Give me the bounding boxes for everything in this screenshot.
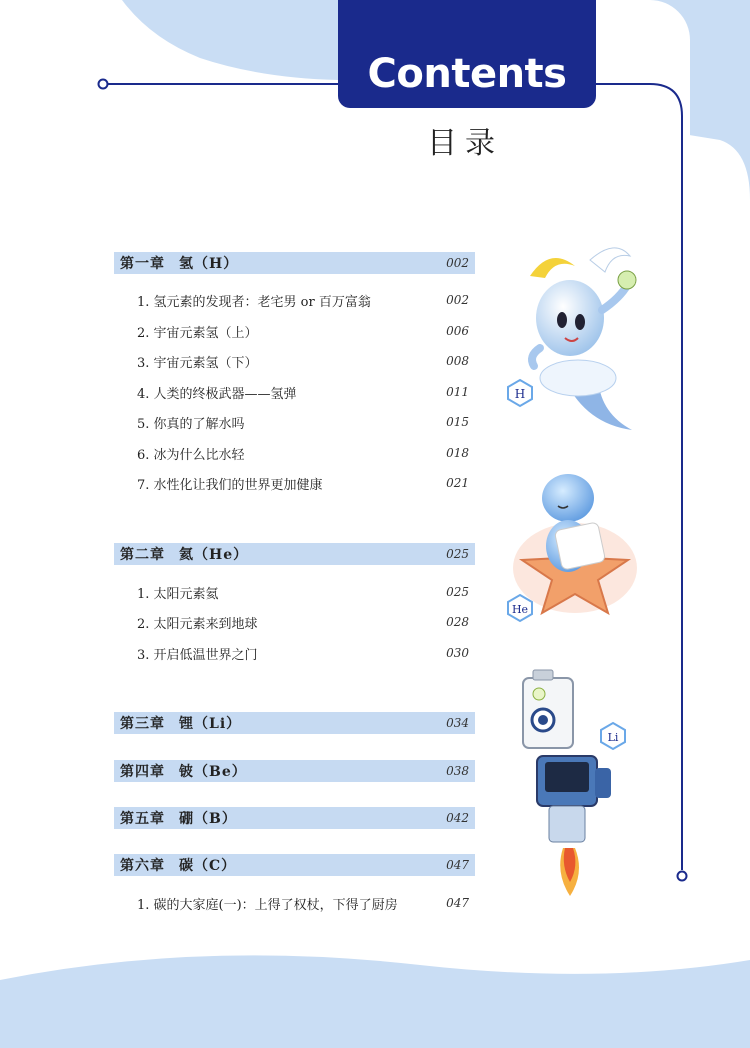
chapter-title	[120, 808, 237, 828]
toc-item-label: 5. 你真的了解水吗	[137, 416, 245, 432]
chapter-element: 氦（He）	[179, 547, 249, 563]
chapter-4-heading[interactable]	[114, 760, 475, 782]
toc-item-page: 030	[446, 646, 469, 660]
chapter-number: 第一章	[120, 256, 165, 272]
chapter-number: 第二章	[120, 547, 165, 563]
toc-item-label: 1. 氢元素的发现者：老宅男 or 百万富翁	[137, 294, 371, 310]
helium-badge-label: He	[511, 603, 529, 616]
chapter-page: 002	[446, 256, 469, 270]
toc-item[interactable]	[137, 474, 469, 492]
chapter-title	[120, 253, 238, 273]
chapter-page: 025	[446, 547, 469, 561]
lithium-badge-label: Li	[607, 731, 619, 744]
chapter-2-heading[interactable]	[114, 543, 475, 565]
toc-item[interactable]	[137, 413, 469, 431]
toc-item-page: 002	[446, 293, 469, 307]
chapter-number: 第五章	[120, 811, 165, 827]
hydrogen-badge-label: H	[514, 387, 526, 401]
toc-item-label: 3. 开启低温世界之门	[137, 647, 258, 663]
lithium-robot-illustration	[515, 668, 625, 898]
helium-badge-icon	[505, 593, 535, 623]
toc-item[interactable]	[137, 291, 469, 309]
chapter-element: 硼（B）	[179, 811, 237, 827]
toc-item-label: 7. 水性化让我们的世界更加健康	[137, 477, 323, 493]
toc-item[interactable]	[137, 613, 469, 631]
chapter-number: 第六章	[120, 858, 165, 874]
toc-item[interactable]	[137, 583, 469, 601]
chapter-element: 铍（Be）	[179, 764, 247, 780]
frame-dot-top	[99, 80, 108, 89]
toc-item-page: 011	[446, 385, 469, 399]
chapter-page: 038	[446, 764, 469, 778]
chapter-title	[120, 855, 236, 875]
chapter-title	[120, 544, 248, 564]
toc-item-label: 3. 宇宙元素氢（下）	[137, 355, 258, 371]
chapter-element: 碳（C）	[179, 858, 237, 874]
toc-item[interactable]	[137, 383, 469, 401]
toc-item[interactable]	[137, 352, 469, 370]
chapter-number: 第三章	[120, 716, 165, 732]
toc-item-page: 025	[446, 585, 469, 599]
toc-item-label: 2. 太阳元素来到地球	[137, 616, 258, 632]
toc-item-page: 021	[446, 476, 469, 490]
toc-item-page: 047	[446, 896, 469, 910]
toc-item-label: 1. 太阳元素氦	[137, 586, 219, 602]
chapter-3-heading[interactable]	[114, 712, 475, 734]
toc-item-page: 008	[446, 354, 469, 368]
toc-item[interactable]	[137, 444, 469, 462]
chapter-1-heading[interactable]	[114, 252, 475, 274]
toc-item[interactable]	[137, 322, 469, 340]
hydrogen-badge-icon	[505, 378, 535, 408]
chapter-element: 氢（H）	[179, 256, 239, 272]
chapter-title	[120, 761, 247, 781]
page-title: 目录	[427, 126, 503, 161]
toc-item[interactable]	[137, 894, 469, 912]
lithium-badge-icon	[598, 721, 628, 751]
toc-item-label: 2. 宇宙元素氢（上）	[137, 325, 258, 341]
toc-item-page: 006	[446, 324, 469, 338]
chapter-5-heading[interactable]	[114, 807, 475, 829]
toc-item-page: 028	[446, 615, 469, 629]
toc-item-label: 6. 冰为什么比水轻	[137, 447, 245, 463]
chapter-title	[120, 713, 241, 733]
toc-item[interactable]	[137, 644, 469, 662]
toc-item-page: 018	[446, 446, 469, 460]
chapter-page: 034	[446, 716, 469, 730]
chapter-number: 第四章	[120, 764, 165, 780]
toc-item-label: 1. 碳的大家庭(一)：上得了权杖，下得了厨房	[137, 897, 398, 913]
toc-item-page: 015	[446, 415, 469, 429]
chapter-6-heading[interactable]	[114, 854, 475, 876]
chapter-element: 锂（Li）	[179, 716, 242, 732]
chapter-page: 047	[446, 858, 469, 872]
toc-item-label: 4. 人类的终极武器——氢弹	[137, 386, 297, 402]
contents-banner: Contents	[338, 0, 596, 108]
chapter-page: 042	[446, 811, 469, 825]
hydrogen-mascot-illustration	[520, 238, 640, 438]
